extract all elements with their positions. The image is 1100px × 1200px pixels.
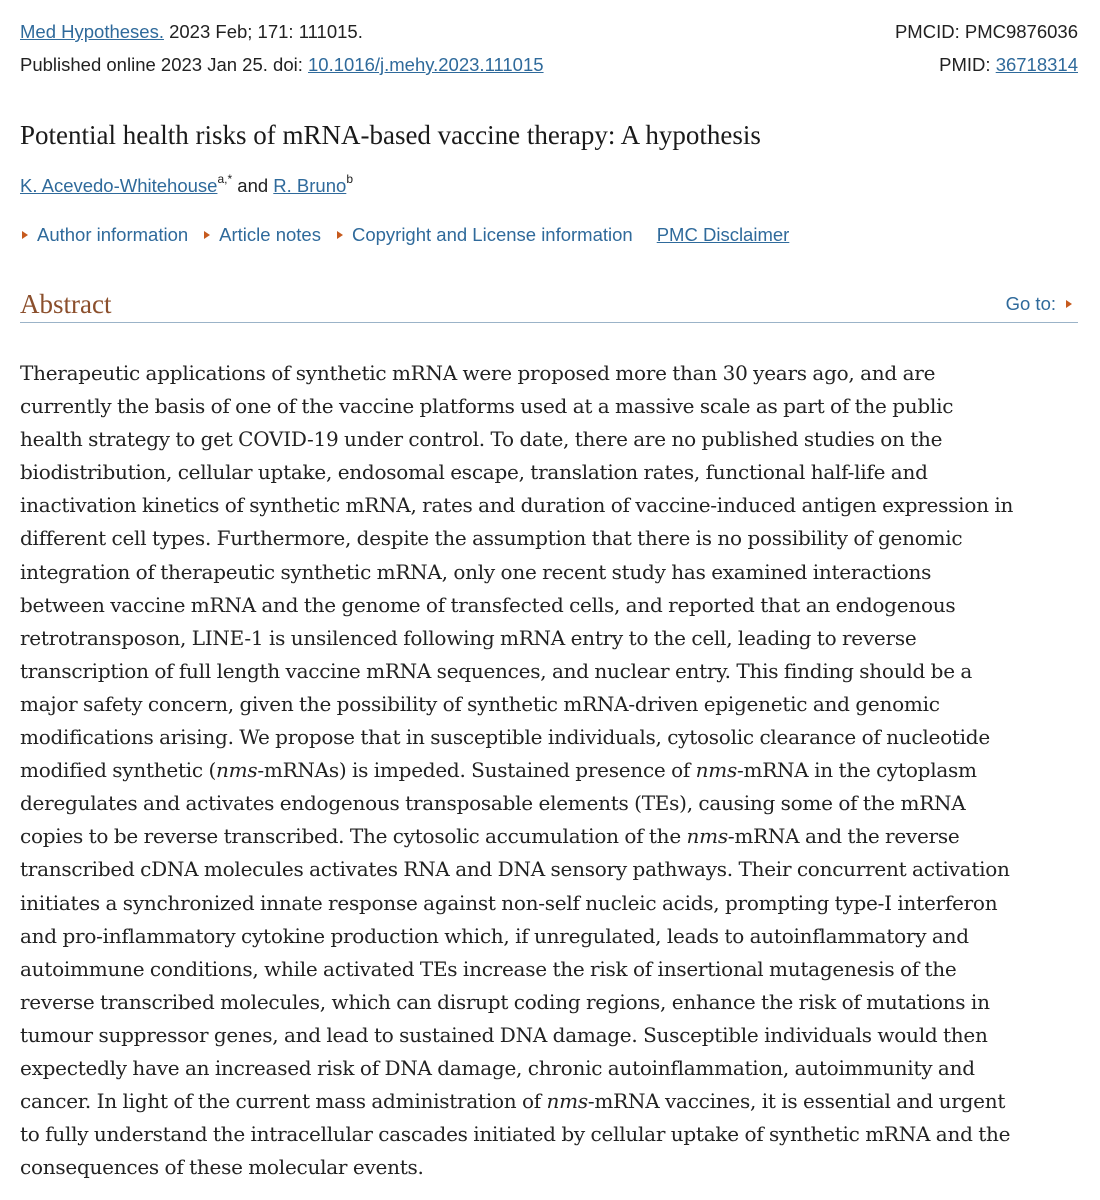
abstract-line: major safety concern, given the possibility of synthetic mRNA-driven epigenetic and genomic: [20, 691, 940, 716]
pmid-info: [939, 52, 1078, 78]
abstract-line: expectedly have an increased risk of DNA damage, chronic autoinflammation, autoimmunity and: [20, 1055, 975, 1080]
abstract-line: deregulates and activates endogenous transposable elements (TEs), causing some of the mRNA: [20, 791, 966, 816]
italic-term: nms: [695, 758, 737, 783]
abstract-header: [20, 286, 1078, 323]
author-2-affiliation: b: [346, 171, 353, 186]
pmid-label: PMID:: [939, 54, 996, 75]
italic-term: nms: [546, 1089, 588, 1114]
article-notes-toggle[interactable]: [202, 221, 321, 249]
abstract-line: inactivation kinetics of synthetic mRNA, rates and duration of vaccine-induced antigen expression in: [20, 493, 1014, 518]
publication-row: [20, 52, 1078, 78]
article-notes-label: Article notes: [219, 224, 321, 245]
abstract-line: currently the basis of one of the vaccine platforms used at a massive scale as part of the public: [20, 394, 954, 419]
abstract-line: health strategy to get COVID-19 under control. To date, there are no published studies on the: [20, 427, 943, 452]
copyright-license-label: Copyright and License information: [351, 224, 633, 245]
abstract-line: transcription of full length vaccine mRNA sequences, and nuclear entry. This finding should be a: [20, 658, 973, 683]
author-information-label: Author information: [37, 224, 189, 245]
pmid-link[interactable]: 36718314: [995, 54, 1078, 75]
abstract-line: copies to be reverse transcribed. The cytosolic accumulation of the nms-mRNA and the reverse: [20, 824, 960, 849]
author-conjunction: and: [232, 175, 274, 196]
abstract-line: tumour suppressor genes, and lead to sustained DNA damage. Susceptible individuals would then: [20, 1022, 988, 1047]
author-list: [20, 172, 353, 200]
abstract-line: consequences of these molecular events.: [20, 1155, 424, 1180]
author-link-1[interactable]: K. Acevedo-Whitehouse: [20, 175, 218, 196]
triangle-right-icon: [1066, 300, 1072, 308]
abstract-heading: Abstract: [20, 289, 112, 319]
published-prefix: Published online 2023 Jan 25. doi:: [20, 54, 308, 75]
abstract-text: [20, 357, 1082, 1184]
goto-label: Go to:: [1005, 293, 1056, 314]
abstract-line: Therapeutic applications of synthetic mRNA were proposed more than 30 years ago, and are: [20, 361, 936, 385]
abstract-line: and pro-inflammatory cytokine production which, if unregulated, leads to autoinflammatory and: [20, 923, 969, 948]
italic-term: nms: [216, 758, 258, 783]
triangle-right-icon: [204, 231, 210, 239]
goto-menu[interactable]: [1006, 290, 1072, 318]
copyright-license-toggle[interactable]: [335, 221, 633, 249]
abstract-line: biodistribution, cellular uptake, endosomal escape, translation rates, functional half-life and: [20, 460, 928, 485]
pmcid-label: PMCID: PMC9876036: [894, 21, 1078, 42]
author-link-2[interactable]: R. Bruno: [273, 175, 347, 196]
abstract-line: between vaccine mRNA and the genome of transfected cells, and reported that an endogenous: [20, 592, 956, 617]
italic-term: nms: [686, 824, 728, 849]
abstract-line: cancer. In light of the current mass administration of nms-mRNA vaccines, it is essential and urgent: [20, 1089, 1006, 1114]
pmc-disclaimer-link[interactable]: PMC Disclaimer: [656, 224, 790, 245]
author-information-toggle[interactable]: [20, 221, 188, 249]
journal-link[interactable]: Med Hypotheses.: [20, 21, 164, 42]
abstract-line: different cell types. Furthermore, despite the assumption that there is no possibility of genomic: [20, 526, 963, 551]
triangle-right-icon: [22, 231, 28, 239]
abstract-line: initiates a synchronized innate response against non-self nucleic acids, prompting type-I interferon: [20, 890, 998, 915]
abstract-line: integration of therapeutic synthetic mRNA, only one recent study has examined interactions: [20, 559, 932, 584]
triangle-right-icon: [337, 231, 343, 239]
citation-left: [20, 19, 363, 45]
abstract-line: modified synthetic (nms-mRNAs) is impeded. Sustained presence of nms-mRNA in the cytoplasm: [20, 758, 977, 783]
doi-link[interactable]: 10.1016/j.mehy.2023.111015: [308, 54, 544, 75]
abstract-line: to fully understand the intracellular cascades initiated by cellular uptake of synthetic mRNA and the: [20, 1122, 1011, 1147]
abstract-line: transcribed cDNA molecules activates RNA and DNA sensory pathways. Their concurrent activation: [20, 857, 1010, 882]
journal-issue: 2023 Feb; 171: 111015.: [163, 21, 363, 42]
abstract-line: modifications arising. We propose that in susceptible individuals, cytosolic clearance of nucleotide: [20, 725, 990, 750]
abstract-line: autoimmune conditions, while activated TEs increase the risk of insertional mutagenesis of the: [20, 956, 957, 981]
article-info-nav: [20, 221, 789, 249]
author-1-affiliation: a,*: [217, 171, 233, 186]
publication-info: [20, 52, 544, 78]
citation-row: [20, 19, 1078, 45]
article-title: Potential health risks of mRNA-based vaccine therapy: A hypothesis: [20, 120, 761, 150]
abstract-line: retrotransposon, LINE-1 is unsilenced following mRNA entry to the cell, leading to reverse: [20, 625, 917, 650]
abstract-line: reverse transcribed molecules, which can disrupt coding regions, enhance the risk of mutations in: [20, 989, 990, 1014]
